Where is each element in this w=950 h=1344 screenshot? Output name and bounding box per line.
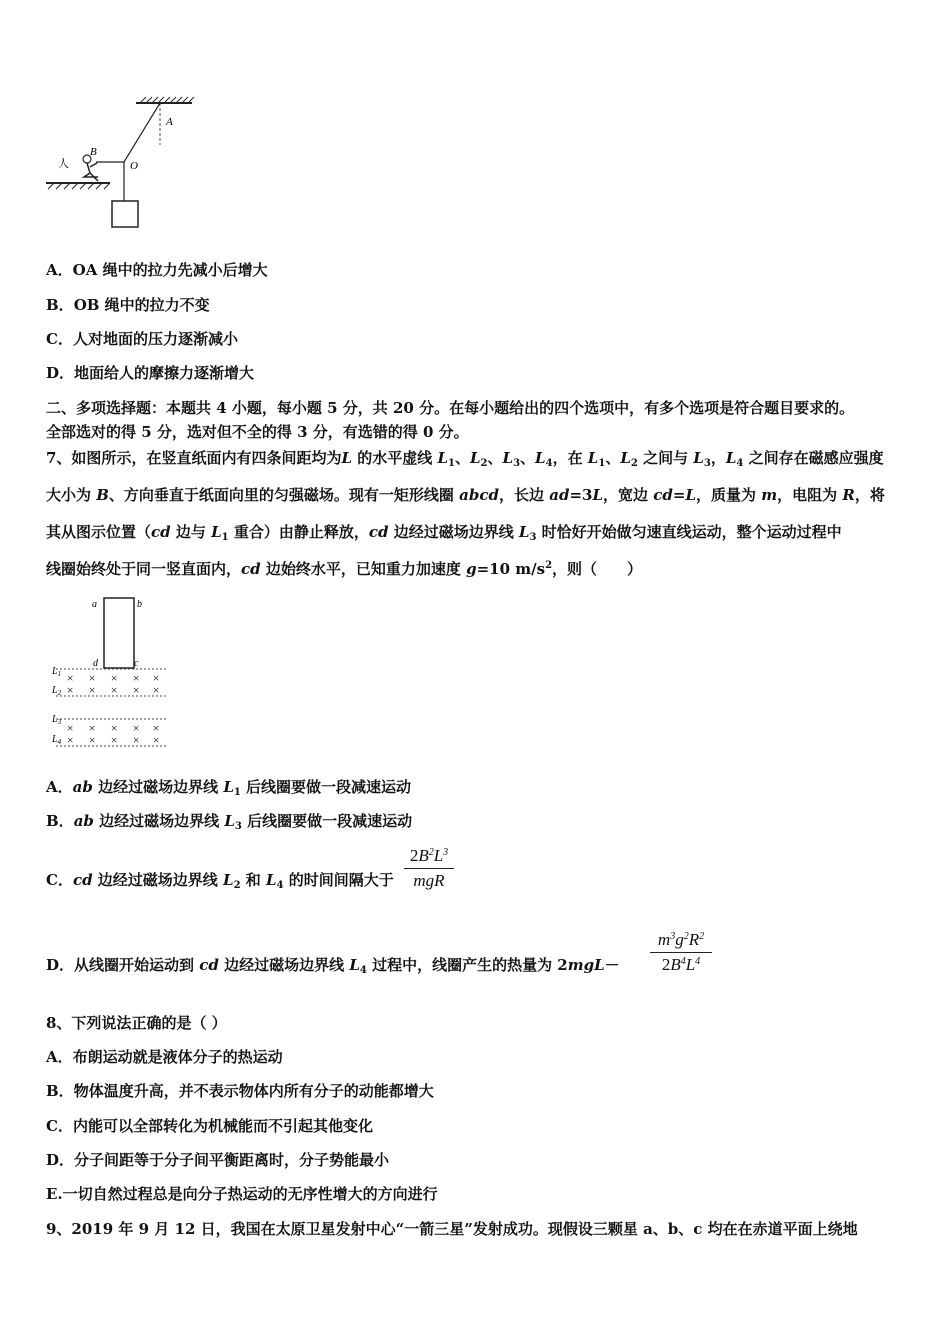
field-cross: × xyxy=(132,683,141,697)
field-cross: × xyxy=(88,733,97,747)
fraction-numerator: $m^3g^2R^2$ xyxy=(657,930,705,949)
field-cross: × xyxy=(110,683,119,697)
label-A: A xyxy=(166,116,173,128)
label-B: B xyxy=(90,146,97,158)
label-L1: $L_1$ xyxy=(52,666,62,678)
field-cross: × xyxy=(132,671,141,685)
q8-stem: 8、下列说法正确的是（ ） xyxy=(46,1014,227,1032)
field-cross: × xyxy=(132,733,141,747)
q7-stem-line1: 7、如图所示，在竖直纸面内有四条间距均为L 的水平虚线 $L_1$、$L_2$、$L_3$、$L_4$，在 $L_1$、$L_2$ 之间与 $L_3$，$L_4$ 之间存在磁感应强度 xyxy=(46,449,884,469)
label-c: c xyxy=(134,658,139,669)
label-O: O xyxy=(130,160,138,172)
q7-stem-line3: 其从图示位置（cd 边与 $L_1$ 重合）由静止释放，cd 边经过磁场边界线 $L_3$ 时恰好开始做匀速直线运动，整个运动过程中 xyxy=(46,523,842,543)
label-L3: $L_3$ xyxy=(52,714,62,726)
field-cross: × xyxy=(110,721,119,735)
q8-option-b: B．物体温度升高，并不表示物体内所有分子的动能都增大 xyxy=(46,1082,434,1100)
field-cross: × xyxy=(152,683,161,697)
q8-option-d: D．分子间距等于分子间平衡距离时，分子势能最小 xyxy=(46,1151,390,1169)
field-cross: × xyxy=(88,683,97,697)
fraction-denominator: mgR xyxy=(413,871,445,890)
q7-option-d: D．从线圈开始运动到 cd 边经过磁场边界线 $L_4$ 过程中，线圈产生的热量为 2mgL－ xyxy=(46,956,620,976)
field-cross: × xyxy=(88,721,97,735)
label-L2: $L_2$ xyxy=(52,685,62,697)
q7-stem-line4: 线圈始终处于同一竖直面内，cd 边始终水平，已知重力加速度 g=10 $m/s^2$，则（ ） xyxy=(46,560,643,578)
q8-option-a: A．布朗运动就是液体分子的热运动 xyxy=(46,1048,283,1066)
q7-option-a: A．ab 边经过磁场边界线 $L_1$ 后线圈要做一段减速运动 xyxy=(46,778,412,798)
section2-heading-cont: 全部选对的得 5 分，选对但不全的得 3 分，有选错的得 0 分。 xyxy=(46,423,469,441)
field-cross: × xyxy=(152,733,161,747)
label-person: 人 xyxy=(58,158,69,170)
q7-stem-line2: 大小为 B、方向垂直于纸面向里的匀强磁场。现有一矩形线圈 abcd，长边 ad=3L，宽边 cd=L，质量为 m，电阻为 R，将 xyxy=(46,486,885,504)
q6-option-b: B．OB 绳中的拉力不变 xyxy=(46,296,210,314)
field-cross: × xyxy=(66,671,75,685)
q7-option-d-fraction xyxy=(650,930,712,975)
field-cross: × xyxy=(66,683,75,697)
field-cross: × xyxy=(66,721,75,735)
field-cross: × xyxy=(152,671,161,685)
label-L4: $L_4$ xyxy=(52,734,62,746)
field-cross: × xyxy=(132,721,141,735)
q8-option-e: E.一切自然过程总是向分子热运动的无序性增大的方向进行 xyxy=(46,1185,438,1203)
coil-field-figure xyxy=(46,592,186,752)
q8-option-c: C．内能可以全部转化为机械能而不引起其他变化 xyxy=(46,1117,373,1135)
q6-option-c: C．人对地面的压力逐渐减小 xyxy=(46,330,238,348)
field-cross: × xyxy=(66,733,75,747)
label-b: b xyxy=(137,599,142,610)
section2-heading: 二、多项选择题：本题共 4 小题，每小题 5 分，共 20 分。在每小题给出的四个选项中，有多个选项是符合题目要求的。 xyxy=(46,399,855,417)
label-a: a xyxy=(92,599,97,610)
pulley-figure xyxy=(40,95,200,235)
field-cross: × xyxy=(88,671,97,685)
q6-option-d: D．地面给人的摩擦力逐渐增大 xyxy=(46,364,255,382)
q7-option-c-fraction xyxy=(404,846,454,891)
fraction-numerator: $2B^2L^3$ xyxy=(409,846,449,865)
label-d: d xyxy=(93,658,98,669)
q9-stem: 9、2019 年 9 月 12 日，我国在太原卫星发射中心“一箭三星”发射成功。现假设三颗星 a、b、c 均在在赤道平面上绕地 xyxy=(46,1220,858,1238)
fraction-denominator: $2B^4L^4$ xyxy=(661,955,701,974)
field-cross: × xyxy=(110,671,119,685)
q6-option-a: A．OA 绳中的拉力先减小后增大 xyxy=(46,261,268,279)
field-cross: × xyxy=(152,721,161,735)
field-cross: × xyxy=(110,733,119,747)
q7-option-c: C．cd 边经过磁场边界线 $L_2$ 和 $L_4$ 的时间间隔大于 xyxy=(46,871,394,891)
q7-option-b: B．ab 边经过磁场边界线 $L_3$ 后线圈要做一段减速运动 xyxy=(46,812,413,832)
